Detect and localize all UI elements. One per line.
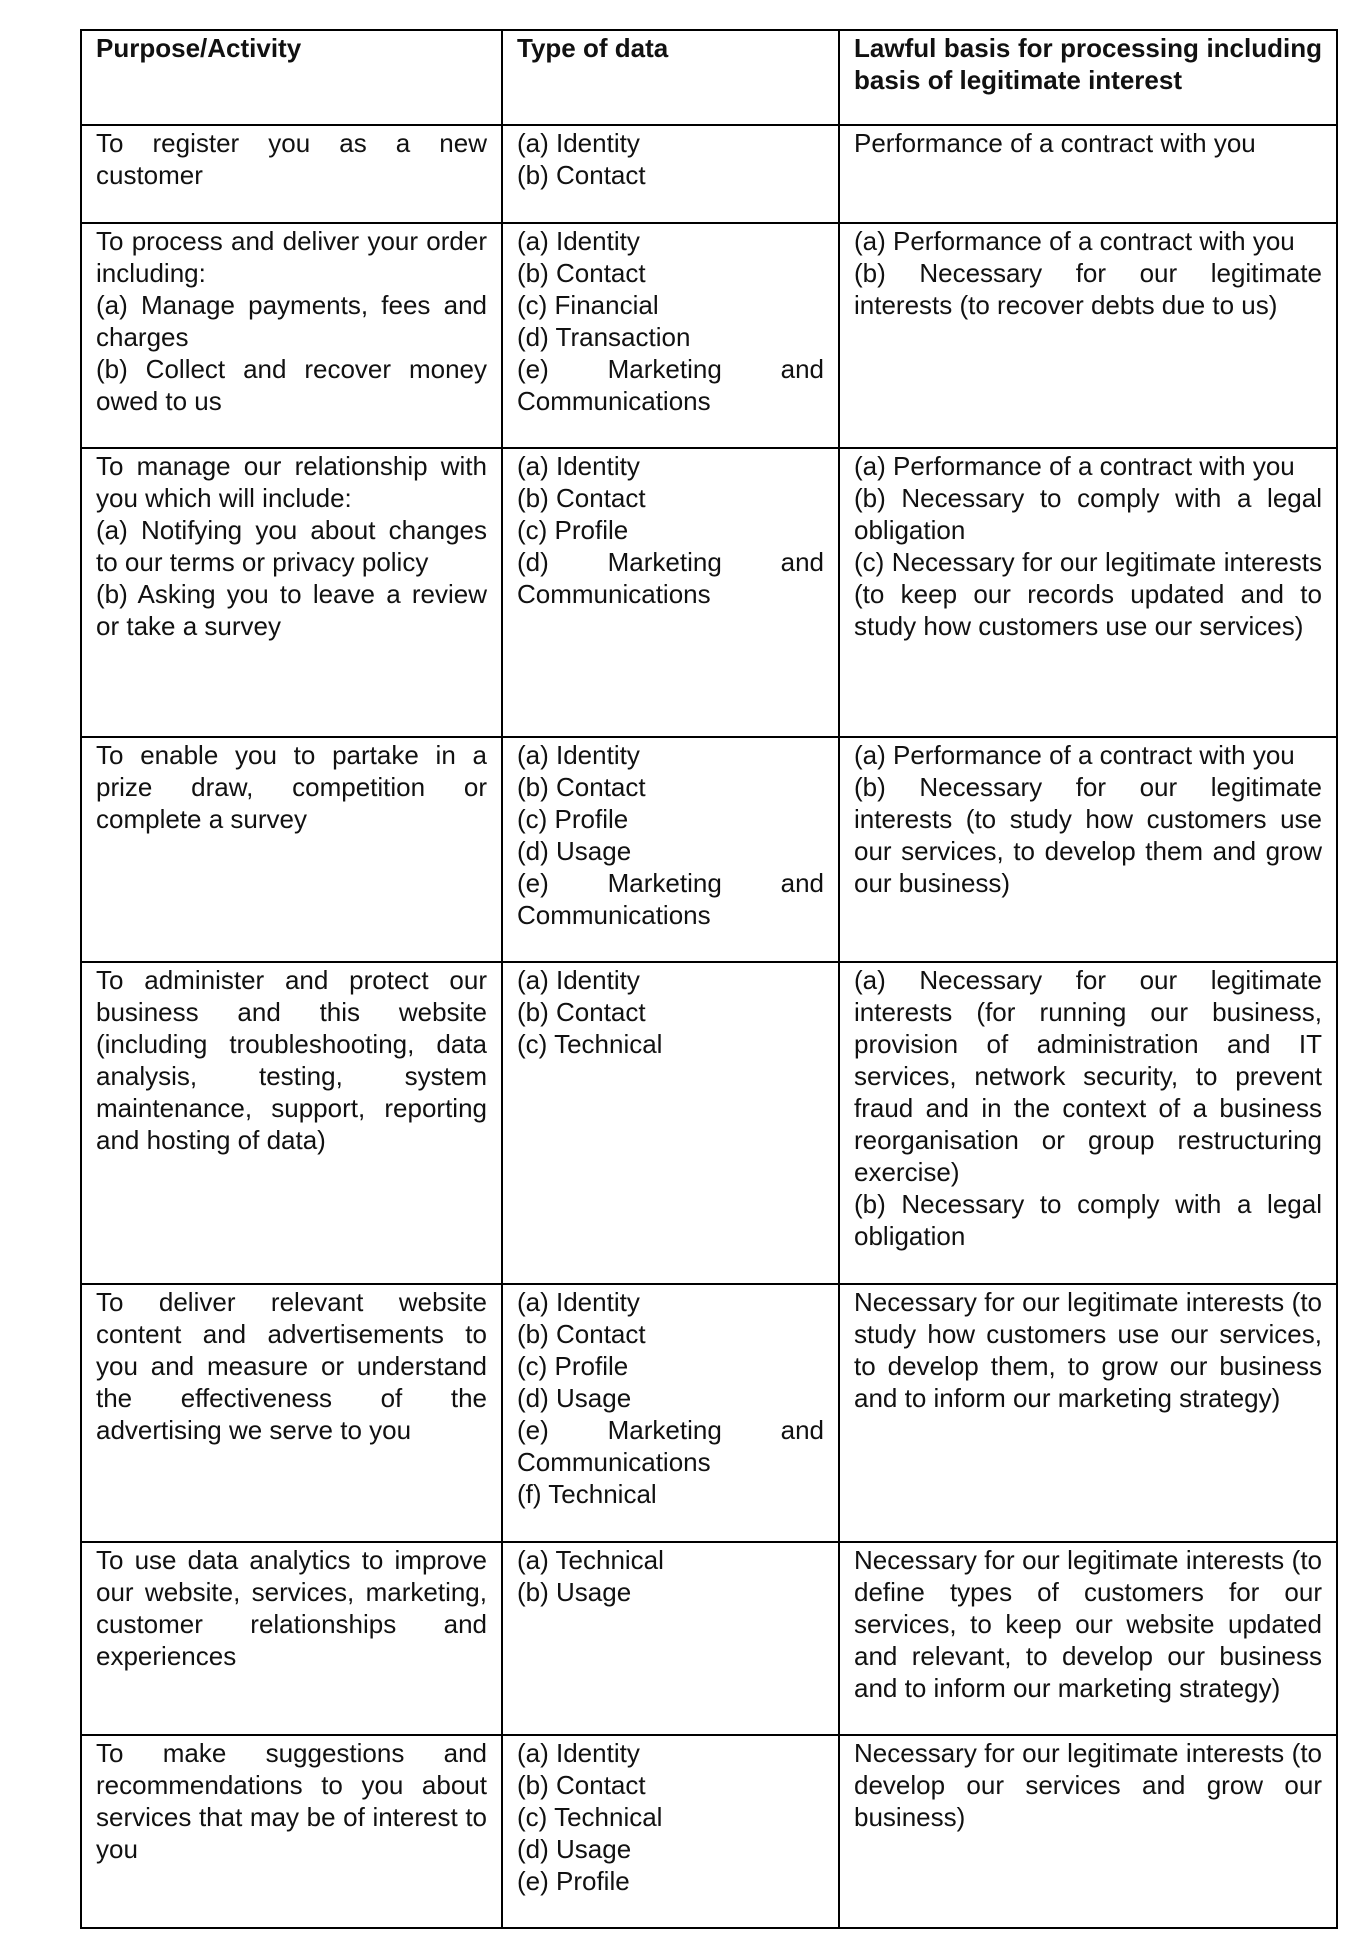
lawful-basis-text: Necessary for our legitimate interests (to develop our services and grow our business) bbox=[854, 1738, 1322, 1832]
table-row bbox=[81, 223, 1337, 448]
data-type-item: (b) Contact bbox=[517, 258, 646, 288]
data-type-cell bbox=[502, 1542, 839, 1735]
purpose-text: (a) Manage payments, fees and charges bbox=[96, 290, 487, 352]
data-type-cell bbox=[502, 737, 839, 962]
purpose-cell bbox=[81, 448, 502, 737]
purpose-cell bbox=[81, 1542, 502, 1735]
data-type-cell bbox=[502, 448, 839, 737]
lawful-basis-table bbox=[80, 29, 1338, 1929]
purpose-cell bbox=[81, 125, 502, 223]
lawful-basis-text: Performance of a contract with you bbox=[854, 128, 1256, 158]
lawful-basis-cell bbox=[839, 448, 1337, 737]
data-type-item: (c) Technical bbox=[517, 1802, 663, 1832]
purpose-cell bbox=[81, 1735, 502, 1928]
header-lawful-basis: Lawful basis for processing including basis of legitimate interest bbox=[839, 30, 1337, 125]
data-type-item: (a) Identity bbox=[517, 128, 640, 158]
data-type-item: (e) Profile bbox=[517, 1866, 630, 1896]
lawful-basis-text: (b) Necessary to comply with a legal obligation bbox=[854, 483, 1322, 545]
lawful-basis-text: (b) Necessary for our legitimate interests (to study how customers use our services, to develop them and grow our business) bbox=[854, 772, 1322, 898]
purpose-text: To make suggestions and recommendations to you about services that may be of interest to you bbox=[96, 1738, 487, 1864]
purpose-text: To administer and protect our business and this website (including troubleshooting, data analysis, testing, system maintenance, support, reporting and hosting of data) bbox=[96, 965, 487, 1155]
data-type-item: (d) Usage bbox=[517, 1834, 632, 1864]
lawful-basis-cell bbox=[839, 1542, 1337, 1735]
purpose-text: To enable you to partake in a prize draw, competition or complete a survey bbox=[96, 740, 487, 834]
purpose-cell bbox=[81, 737, 502, 962]
header-purpose: Purpose/Activity bbox=[81, 30, 502, 125]
lawful-basis-text: (a) Performance of a contract with you bbox=[854, 451, 1295, 481]
purpose-text: (b) Collect and recover money owed to us bbox=[96, 354, 487, 416]
lawful-basis-text: (c) Necessary for our legitimate interests (to keep our records updated and to study how customers use our services) bbox=[854, 547, 1322, 641]
data-type-item: (d) Marketing and Communications bbox=[517, 547, 824, 609]
lawful-basis-text: (a) Performance of a contract with you bbox=[854, 740, 1295, 770]
data-type-item: (b) Contact bbox=[517, 1319, 646, 1349]
lawful-basis-cell bbox=[839, 223, 1337, 448]
header-type-of-data: Type of data bbox=[502, 30, 839, 125]
header-row bbox=[81, 30, 1337, 125]
lawful-basis-cell bbox=[839, 962, 1337, 1284]
data-type-item: (a) Identity bbox=[517, 451, 640, 481]
lawful-basis-text: Necessary for our legitimate interests (to define types of customers for our services, to keep our website updated and relevant, to develop our business and to inform our marketing strategy) bbox=[854, 1545, 1322, 1703]
lawful-basis-cell bbox=[839, 125, 1337, 223]
data-type-cell bbox=[502, 1735, 839, 1928]
table-row bbox=[81, 448, 1337, 737]
lawful-basis-text: (a) Necessary for our legitimate interests (for running our business, provision of administration and IT services, network security, to prevent fraud and in the context of a business reorganisation or group restructuring exercise) bbox=[854, 965, 1322, 1187]
data-type-item: (a) Identity bbox=[517, 965, 640, 995]
data-type-item: (c) Profile bbox=[517, 515, 629, 545]
lawful-basis-text: Necessary for our legitimate interests (to study how customers use our services, to develop them, to grow our business and to inform our marketing strategy) bbox=[854, 1287, 1322, 1413]
data-type-item: (e) Marketing and Communications bbox=[517, 354, 824, 416]
data-type-cell bbox=[502, 962, 839, 1284]
data-type-cell bbox=[502, 125, 839, 223]
purpose-text: To manage our relationship with you which will include: bbox=[96, 451, 487, 513]
data-type-item: (d) Usage bbox=[517, 1383, 632, 1413]
data-type-item: (d) Usage bbox=[517, 836, 632, 866]
lawful-basis-cell bbox=[839, 1735, 1337, 1928]
purpose-cell bbox=[81, 223, 502, 448]
table-row bbox=[81, 1735, 1337, 1928]
data-type-item: (a) Identity bbox=[517, 226, 640, 256]
table-row bbox=[81, 962, 1337, 1284]
data-type-item: (b) Contact bbox=[517, 483, 646, 513]
data-type-item: (a) Identity bbox=[517, 1738, 640, 1768]
data-type-item: (c) Profile bbox=[517, 804, 629, 834]
data-type-item: (c) Profile bbox=[517, 1351, 629, 1381]
purpose-cell bbox=[81, 1284, 502, 1542]
data-type-item: (f) Technical bbox=[517, 1479, 657, 1509]
data-type-item: (c) Technical bbox=[517, 1029, 663, 1059]
data-type-cell bbox=[502, 1284, 839, 1542]
data-type-item: (e) Marketing and Communications bbox=[517, 868, 824, 930]
purpose-text: To deliver relevant website content and advertisements to you and measure or understand the effectiveness of the advertising we serve to you bbox=[96, 1287, 487, 1445]
data-type-item: (b) Contact bbox=[517, 997, 646, 1027]
purpose-text: To use data analytics to improve our website, services, marketing, customer relationships and experiences bbox=[96, 1545, 487, 1671]
data-type-item: (b) Contact bbox=[517, 1770, 646, 1800]
lawful-basis-text: (a) Performance of a contract with you bbox=[854, 226, 1295, 256]
data-type-item: (b) Contact bbox=[517, 772, 646, 802]
table-row bbox=[81, 737, 1337, 962]
purpose-text: (b) Asking you to leave a review or take a survey bbox=[96, 579, 487, 641]
lawful-basis-cell bbox=[839, 1284, 1337, 1542]
data-type-item: (d) Transaction bbox=[517, 322, 691, 352]
lawful-basis-text: (b) Necessary to comply with a legal obligation bbox=[854, 1189, 1322, 1251]
data-type-item: (a) Identity bbox=[517, 1287, 640, 1317]
table-row bbox=[81, 125, 1337, 223]
purpose-text: To register you as a new customer bbox=[96, 128, 487, 190]
data-type-item: (b) Usage bbox=[517, 1577, 632, 1607]
data-type-item: (e) Marketing and Communications bbox=[517, 1415, 824, 1477]
lawful-basis-text: (b) Necessary for our legitimate interests (to recover debts due to us) bbox=[854, 258, 1322, 320]
data-type-item: (a) Technical bbox=[517, 1545, 664, 1575]
table-row bbox=[81, 1542, 1337, 1735]
lawful-basis-cell bbox=[839, 737, 1337, 962]
purpose-text: (a) Notifying you about changes to our terms or privacy policy bbox=[96, 515, 487, 577]
table-row bbox=[81, 1284, 1337, 1542]
purpose-cell bbox=[81, 962, 502, 1284]
data-type-item: (c) Financial bbox=[517, 290, 659, 320]
data-type-item: (a) Identity bbox=[517, 740, 640, 770]
data-type-cell bbox=[502, 223, 839, 448]
data-type-item: (b) Contact bbox=[517, 160, 646, 190]
purpose-text: To process and deliver your order including: bbox=[96, 226, 487, 288]
